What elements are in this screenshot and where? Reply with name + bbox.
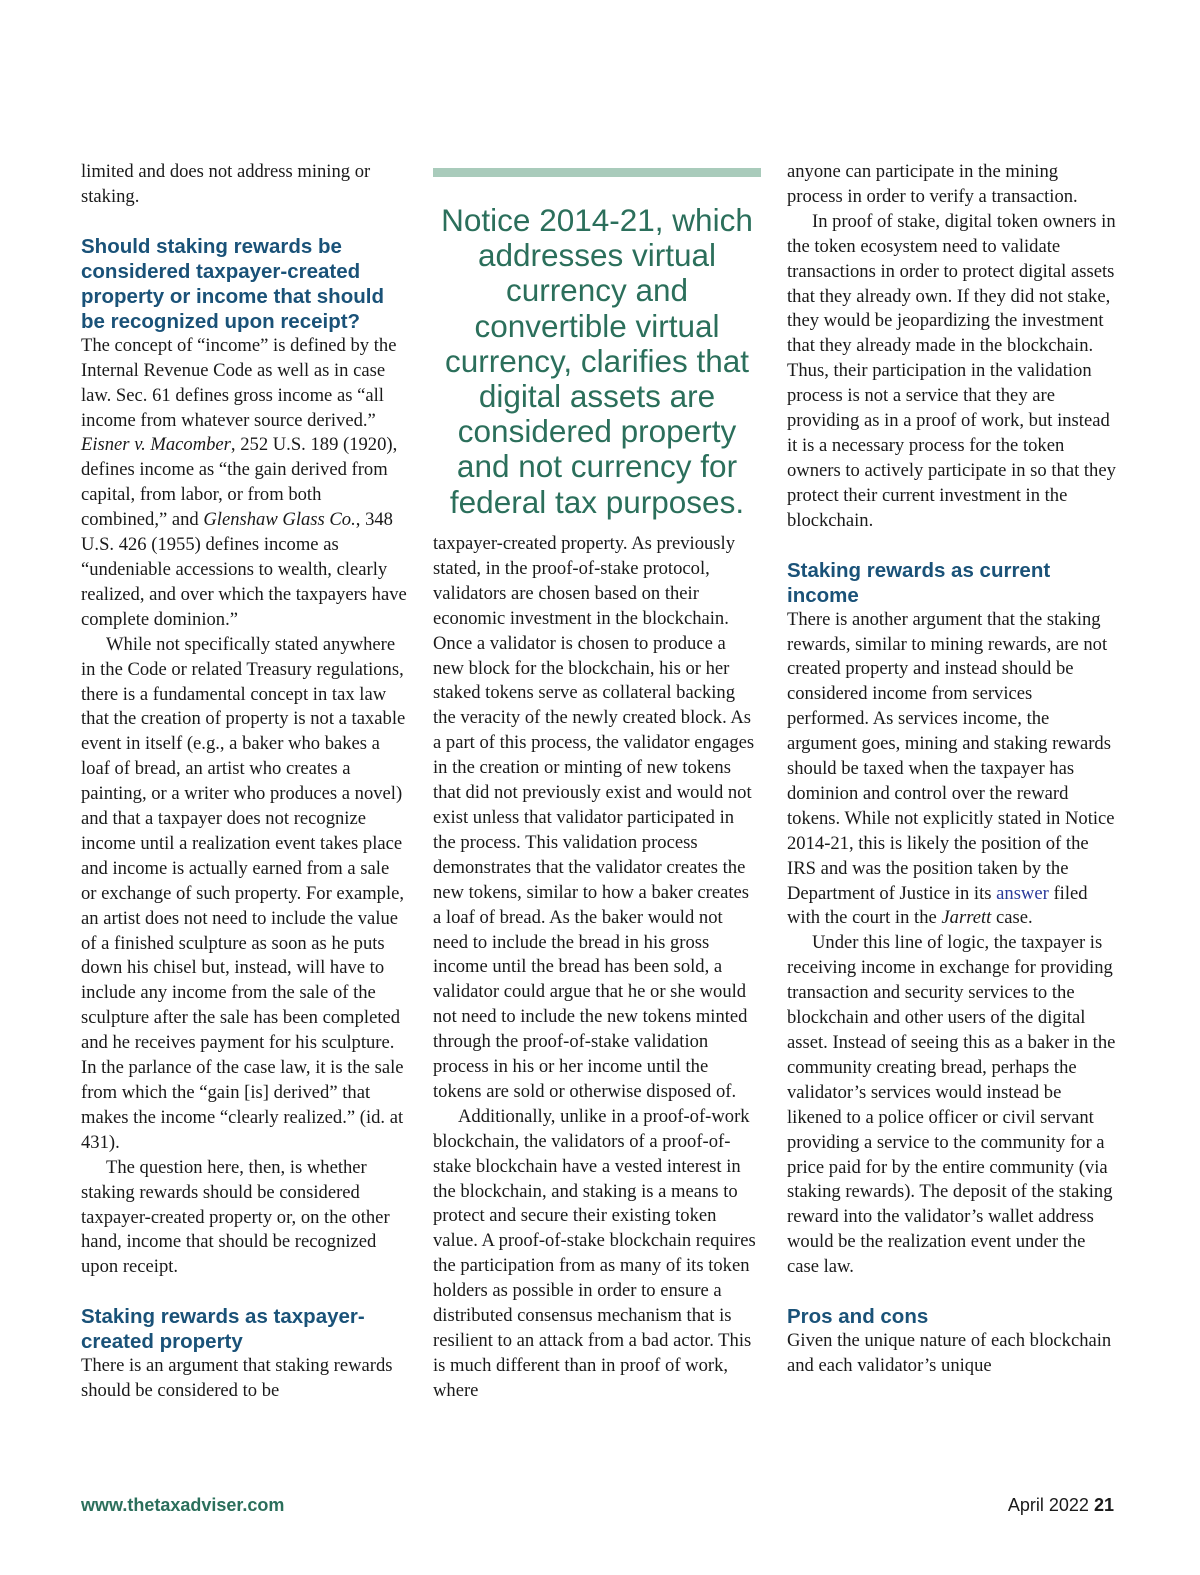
- website-url: www.thetaxadviser.com: [81, 1495, 285, 1515]
- paragraph: The question here, then, is whether staking rewards should be considered taxpayer-created property or, on the other hand, income that should be recognized upon receipt.: [81, 1156, 390, 1278]
- paragraph: While not specifically stated anywhere in the Code or related Treasury regulations, there is a fundamental concept in tax law that the creation of property is not a taxable event in itself (e.g., a baker who bakes a loaf of bread, an artist who creates a painting, or a writer who produces a novel) and that a taxpayer does not recognize income until a realization event takes place and income is actually earned from a sale or exchange of such property. For example, an artist does not need to include the value of a finished sculpture as soon as he puts down his chisel but, instead, will have to include any income from the sale of the sculpture after the sale has been completed and he receives payment for his sculpture. In the parlance of the case law, it is the sale from which the “gain [is] derived” that makes the income “clearly realized.” (id. at 431).: [81, 633, 406, 1153]
- section-heading: Staking rewards as current income: [787, 558, 1051, 607]
- case-name: Jarrett: [941, 907, 992, 929]
- paragraph: limited and does not address mining or staking.: [81, 161, 371, 207]
- paragraph: There is an argument that staking rewards should be considered to be: [81, 1355, 393, 1402]
- paragraph: Under this line of logic, the taxpayer is receiving income in exchange for providing transaction and security services to the blockchain and other users of the digital asset. Instead of seeing this as a baker in the community creating bread, perhaps the validator’s services would instead be likened to a police officer or civil servant providing a service to the community for a price paid for by the entire community (via staking rewards). The deposit of the staking reward into the validator’s wallet address would be the realization event under the case law.: [787, 932, 1116, 1278]
- case-name: Eisner v. Macomber: [81, 434, 231, 456]
- section-heading: Should staking rewards be considered taxpayer-created property or income that should be recognized upon receipt?: [81, 234, 384, 333]
- case-name: Glenshaw Glass Co.: [203, 509, 356, 531]
- page-footer: [1008, 1495, 1114, 1516]
- paragraph: There is another argument that the staking rewards, similar to mining rewards, are not created property and instead should be considered income from services performed. As services income, the argument goes, mining and staking rewards should be taxed when the taxpayer has dominion and control over the reward tokens. While not explicitly stated in Notice 2014-21, this is likely the position of the IRS and was the position taken by the Department of Justice in its answer filed with the court in the Jarrett case.: [787, 608, 1115, 929]
- page-number: 21: [1093, 1495, 1114, 1515]
- paragraph: taxpayer-created property. As previously stated, in the proof-of-stake protocol, validators are chosen based on their economic investment in the blockchain. Once a validator is chosen to produce a new block for the blockchain, his or her staked tokens serve as collateral backing the veracity of the newly created block. As a part of this process, the validator engages in the creation or minting of new tokens that did not previously exist and would not exist unless that validator participated in the process. This validation process demonstrates that the validator creates the new tokens, similar to how a baker creates a loaf of bread. As the baker would not need to include the bread in his gross income until the bread has been sold, a validator could argue that he or she would not need to include the new tokens minted through the proof-of-stake validation process in his or her income until the tokens are sold or otherwise disposed of.: [433, 533, 755, 1102]
- issue-date: April 2022: [1007, 1495, 1089, 1515]
- paragraph: Additionally, unlike in a proof-of-work blockchain, the validators of a proof-of-stake blockchain have a vested interest in the blockchain, and staking is a means to protect and secure their existing token value. A proof-of-stake blockchain requires the participation from as many of its token holders as possible in order to ensure a distributed consensus mechanism that is resilient to an attack from a bad actor. This is much different than in proof of work, where: [433, 1105, 756, 1401]
- section-heading: Pros and cons: [787, 1305, 929, 1329]
- paragraph: In proof of stake, digital token owners in the token ecosystem need to validate transactions in order to protect digital assets that they already own. If they did not stake, they would be jeopardizing the investment that they already made in the blockchain. Thus, their participation in the validation process is not a service that they are providing as in a proof of work, but instead it is a necessary process for the token owners to actively participate in so that they protect their current investment in the blockchain.: [787, 210, 1116, 531]
- column-2: [433, 160, 761, 1404]
- paragraph: The concept of “income” is defined by the Internal Revenue Code as well as in case law. Sec. 61 defines gross income as “all income from whatever source derived.” Eisner v. Macomber, 252 U.S. 189 (1920), defines income as “the gain derived from capital, from labor, or from both combined,” and Glenshaw Glass Co., 348 U.S. 426 (1955) defines income as “undeniable accessions to wealth, clearly realized, and over which the taxpayers have complete dominion.”: [81, 334, 407, 630]
- paragraph: anyone can participate in the mining process in order to verify a transaction.: [787, 161, 1078, 207]
- column-3: [787, 160, 1117, 1379]
- pull-quote: Notice 2014-21, which addresses virtual currency and convertible virtual currency, clarifies that digital assets are considered property and not currency for federal tax purposes.: [433, 168, 761, 520]
- column-1: [81, 160, 409, 1404]
- answer-link[interactable]: answer: [996, 882, 1049, 904]
- paragraph: Given the unique nature of each blockchain and each validator’s unique: [787, 1330, 1112, 1376]
- section-heading: Staking rewards as taxpayer-created property: [81, 1305, 365, 1354]
